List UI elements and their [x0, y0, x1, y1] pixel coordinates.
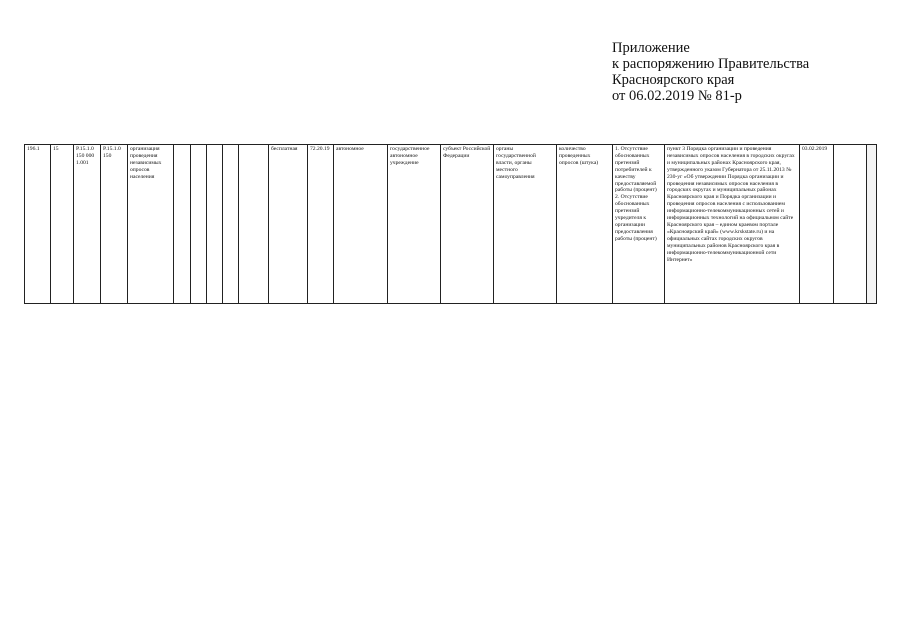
cell-date: 03.02.2019: [800, 145, 834, 304]
cell-basic-code: Р.15.1.0 150: [101, 145, 128, 304]
registry-table: [24, 144, 877, 304]
cell-consumers: органы государственной власти, органы местного самоуправления: [494, 145, 557, 304]
document-header: [612, 40, 809, 104]
cell-institution-type: автономное: [334, 145, 388, 304]
cell-empty-1: [174, 145, 191, 304]
table-row: [25, 145, 877, 304]
header-line-appendix: Приложение: [612, 40, 690, 56]
cell-legal-basis: пункт 3 Порядка организации и проведения независимых опросов населения в городских округах и муниципальных районах Красноярского края, утвержденного указом Губернатора от 25.11.2013 № 230-уг «Об утверждении Порядка организации и проведения независимых опросов населения в городских округах и муниципальных районах Красноярского края и Порядка организации и проведения опросов населения с использованием информационно-телекоммуникационных сетей и информационных технологий на официальном сайте Красноярского края – едином краевом портале «Красноярский край» (www.krskstate.ru) и на официальных сайтах городских округов муниципальных районов Красноярского края в информационно-телекоммуникационной сети Интернет»: [665, 145, 800, 304]
cell-empty-6: [834, 145, 867, 304]
header-line-order: к распоряжению Правительства: [612, 56, 810, 72]
cell-institution: государственное автономное учреждение: [388, 145, 441, 304]
cell-quality-indicators: 1. Отсутствие обоснованных претензий потребителей к качеству предоставляемой работы (процент) 2. Отсутствие обоснованных претензий учредителя к организации предоставления работы (процент): [613, 145, 665, 304]
cell-empty-5: [239, 145, 269, 304]
cell-empty-2: [191, 145, 207, 304]
cell-empty-7: [867, 145, 877, 304]
header-line-region: Красноярского края: [612, 72, 735, 88]
cell-payment-type: бесплатная: [269, 145, 308, 304]
cell-empty-3: [207, 145, 223, 304]
header-line-date-number: от 06.02.2019 № 81-р: [612, 88, 742, 104]
cell-empty-4: [223, 145, 239, 304]
cell-number: 196.1: [25, 145, 51, 304]
cell-work-name: организация проведения независимых опросов населения: [128, 145, 174, 304]
cell-code: 15: [51, 145, 74, 304]
cell-volume-indicator: количество проведенных опросов (штука): [557, 145, 613, 304]
cell-registry-code: Р.15.1.0 150 000 1.001: [74, 145, 101, 304]
cell-okved: 72.20.19: [308, 145, 334, 304]
cell-authority-level: субъект Российской Федерации: [441, 145, 494, 304]
